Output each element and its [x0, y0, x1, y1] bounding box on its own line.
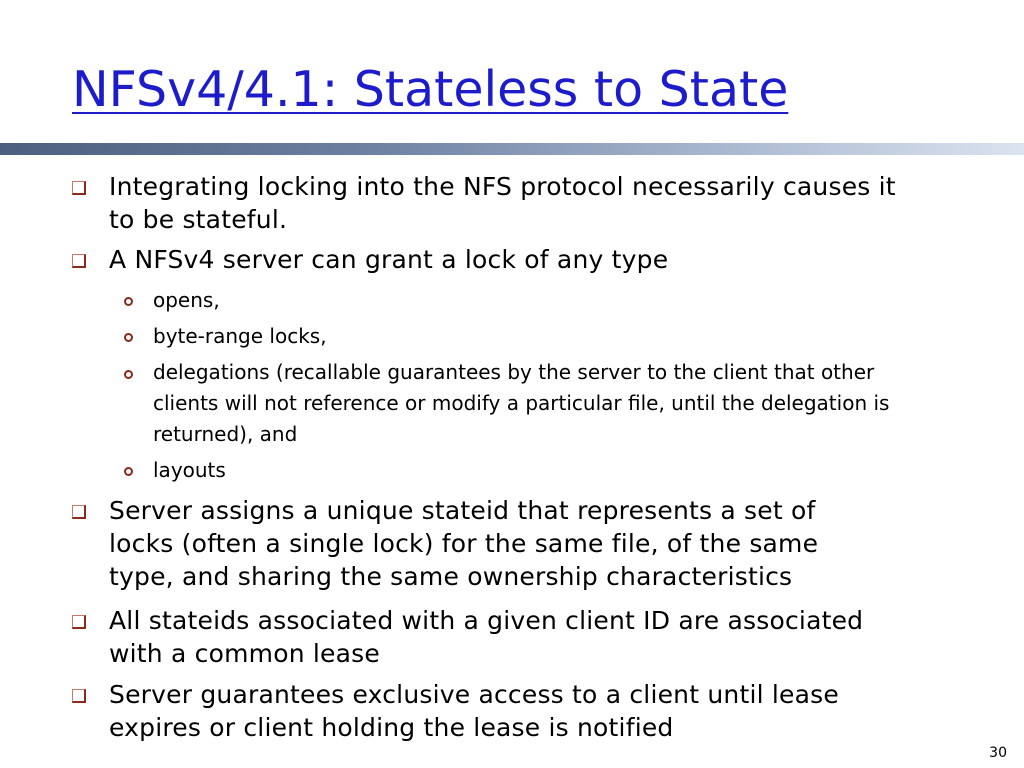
bullet-text: Server assigns a unique stateid that represents a set of locks (often a single lock) for the same file, of the same type, and sharing the same ownership characteristics — [109, 496, 819, 591]
bullet-text: Server guarantees exclusive access to a client until lease expires or client holding the lease is notified — [109, 680, 839, 742]
circle-bullet-icon — [124, 297, 133, 306]
square-bullet-icon — [72, 181, 86, 195]
bullet-text: Integrating locking into the NFS protocol necessarily causes it to be stateful. — [109, 172, 896, 234]
square-bullet-icon — [72, 689, 86, 703]
square-bullet-icon — [72, 254, 86, 268]
bullet-text: A NFSv4 server can grant a lock of any type — [109, 245, 669, 274]
slide-title: NFSv4/4.1: Stateless to State — [72, 61, 789, 118]
circle-bullet-icon — [124, 467, 133, 476]
sub-bullet-text: opens, — [153, 288, 220, 312]
sub-bullet-text: byte-range locks, — [153, 324, 327, 348]
square-bullet-icon — [72, 505, 86, 519]
square-bullet-icon — [72, 615, 86, 629]
sub-bullet-text: layouts — [153, 458, 226, 482]
page-number: 30 — [989, 745, 1007, 761]
bullet-text: All stateids associated with a given client ID are associated with a common lease — [109, 606, 864, 668]
circle-bullet-icon — [124, 333, 133, 342]
circle-bullet-icon — [124, 370, 133, 379]
sub-bullet-text: delegations (recallable guarantees by the server to the client that other clients will not reference or modify a particular file, until the delegation is returned), and — [153, 360, 890, 446]
